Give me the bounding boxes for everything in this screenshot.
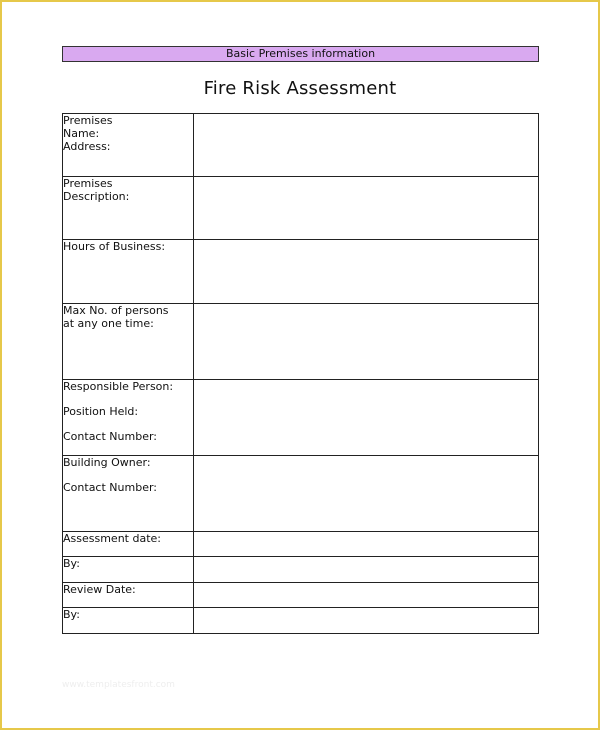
- label-description: Description:: [63, 190, 130, 203]
- label-at-any-one-time: at any one time:: [63, 317, 154, 330]
- label-position-held: Position Held:: [63, 405, 139, 418]
- form-row-max-persons: [63, 304, 539, 380]
- form-row-hours-of-business: [63, 240, 539, 304]
- label-assessment-date: Assessment date:: [63, 532, 161, 545]
- form-label-cell: [63, 456, 194, 532]
- label-by: By:: [63, 608, 80, 621]
- label-contact-number: Contact Number:: [63, 481, 157, 494]
- premises-description-field[interactable]: [194, 177, 539, 240]
- form-label-cell: [63, 114, 194, 177]
- form-label-cell: [63, 304, 194, 380]
- document-title: Fire Risk Assessment: [203, 78, 397, 99]
- hours-of-business-field[interactable]: [194, 240, 539, 304]
- form-row-reviewed-by: [63, 608, 539, 634]
- form-label-cell: [63, 557, 194, 583]
- assessed-by-field[interactable]: [194, 557, 539, 583]
- form-row-assessment-date: [63, 532, 539, 557]
- form-label-cell: [63, 608, 194, 634]
- assessment-date-field[interactable]: [194, 532, 539, 557]
- label-premises: Premises: [63, 177, 113, 190]
- form-label-cell: [63, 240, 194, 304]
- form-row-premises-name: [63, 114, 539, 177]
- form-row-assessed-by: [63, 557, 539, 583]
- label-hours-of-business: Hours of Business:: [63, 240, 166, 253]
- reviewed-by-field[interactable]: [194, 608, 539, 634]
- label-name: Name:: [63, 127, 100, 140]
- label-contact-number: Contact Number:: [63, 430, 157, 443]
- assessment-form-table: [62, 113, 539, 634]
- form-label-cell: [63, 177, 194, 240]
- responsible-person-field[interactable]: [194, 380, 539, 456]
- max-persons-field[interactable]: [194, 304, 539, 380]
- review-date-field[interactable]: [194, 583, 539, 608]
- label-address: Address:: [63, 140, 111, 153]
- form-row-review-date: [63, 583, 539, 608]
- label-premises: Premises: [63, 114, 113, 127]
- label-building-owner: Building Owner:: [63, 456, 151, 469]
- form-row-responsible-person: [63, 380, 539, 456]
- watermark-text: www.templatesfront.com: [62, 680, 175, 690]
- form-row-building-owner: [63, 456, 539, 532]
- form-label-cell: [63, 380, 194, 456]
- label-review-date: Review Date:: [63, 583, 136, 596]
- label-max-persons: Max No. of persons: [63, 304, 169, 317]
- label-responsible-person: Responsible Person:: [63, 380, 174, 393]
- label-by: By:: [63, 557, 80, 570]
- section-banner: Basic Premises information: [62, 46, 539, 62]
- premises-name-address-field[interactable]: [194, 114, 539, 177]
- form-row-premises-description: [63, 177, 539, 240]
- form-label-cell: [63, 583, 194, 608]
- building-owner-field[interactable]: [194, 456, 539, 532]
- form-label-cell: [63, 532, 194, 557]
